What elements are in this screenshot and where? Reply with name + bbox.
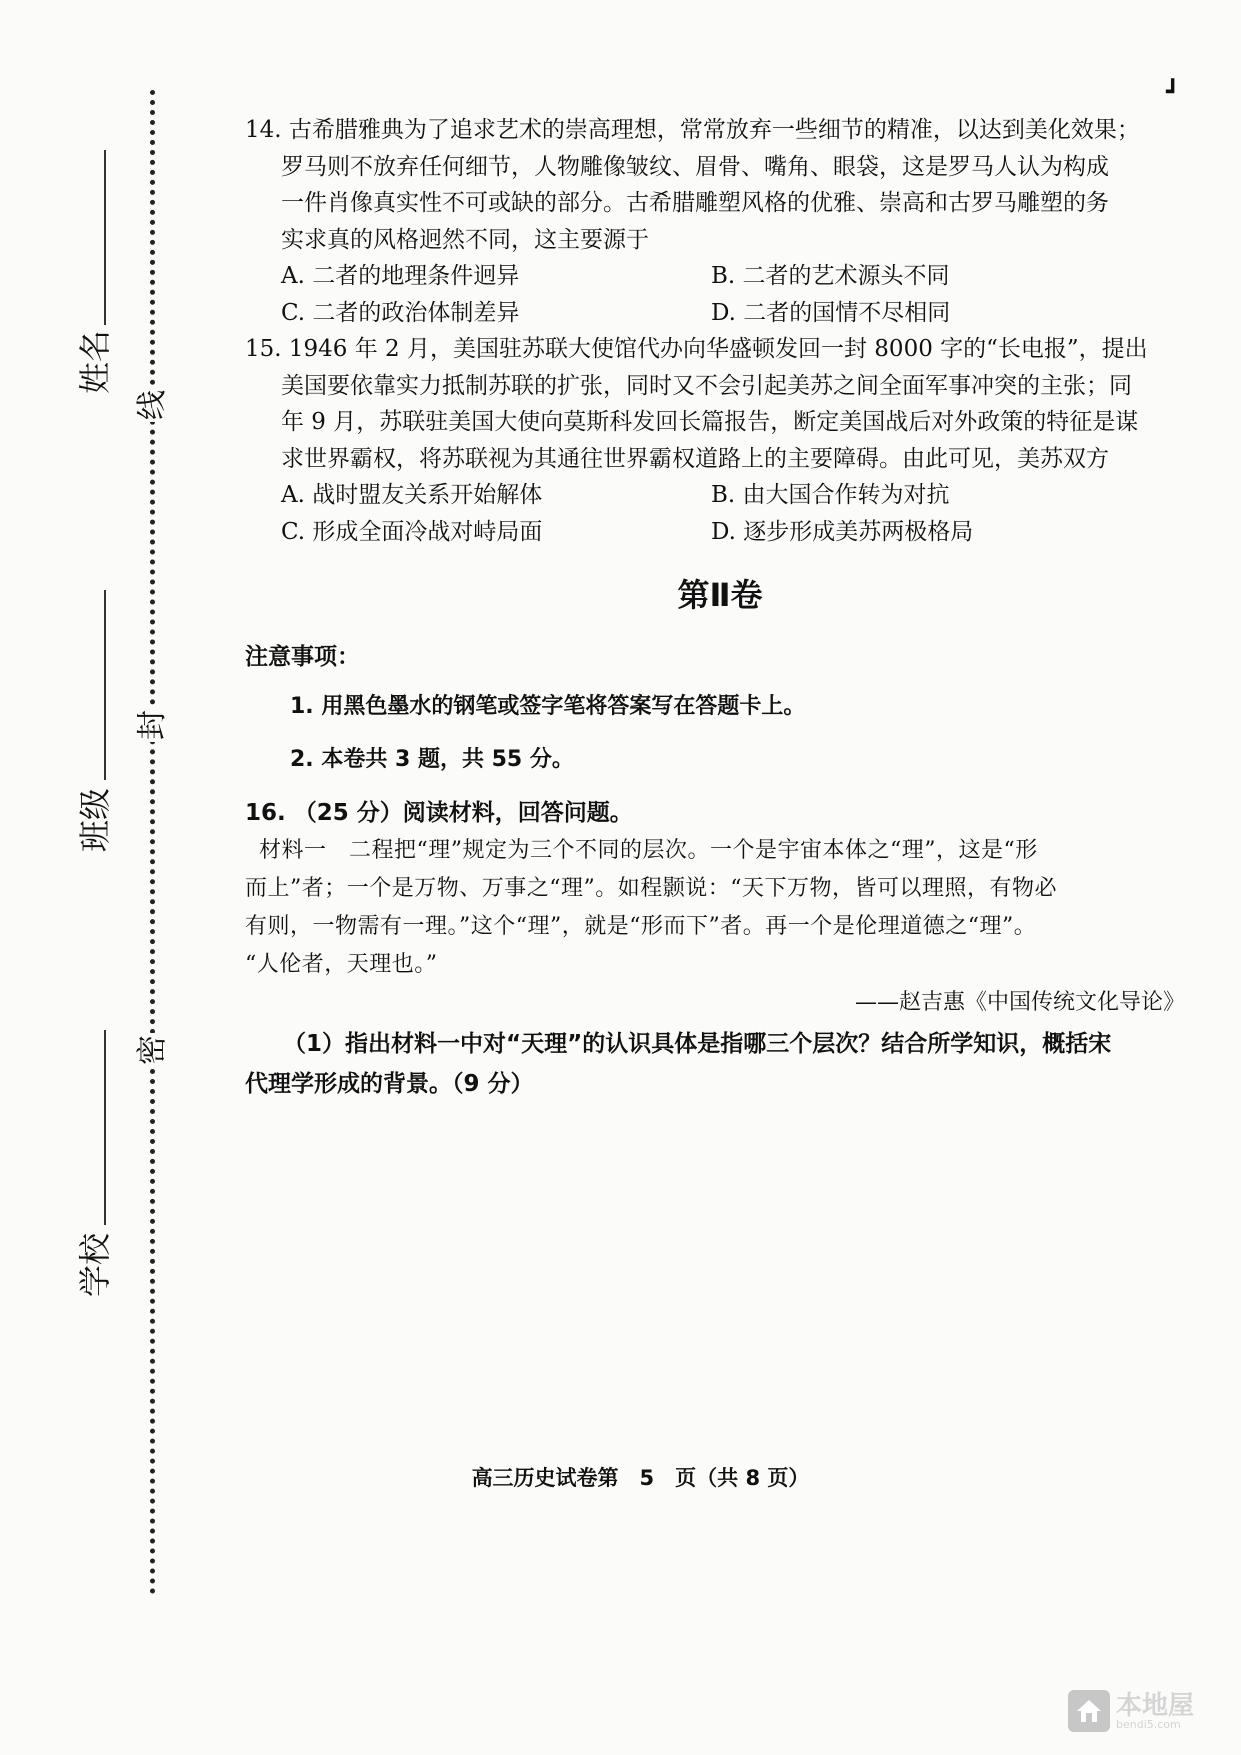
- q15-option-a: A. 战时盟友关系开始解体: [281, 482, 543, 508]
- question-14: [245, 112, 1195, 331]
- subquestion-line: 代理学形成的背景。（9 分）: [245, 1071, 534, 1097]
- note-item: 1. 用黑色墨水的钢笔或签字笔将答案写在答题卡上。: [290, 694, 806, 719]
- q14-option-b: B. 二者的艺术源头不同: [711, 263, 950, 289]
- watermark-url: bendi5.com: [1116, 1717, 1181, 1731]
- q14-option-a: A. 二者的地理条件迥异: [281, 263, 520, 289]
- q15-option-b: B. 由大国合作转为对抗: [711, 482, 950, 508]
- q14-line: 罗马则不放弃任何细节，人物雕像皱纹、眉骨、嘴角、眼袋，这是罗马人认为构成: [281, 153, 1109, 180]
- page-footer: 高三历史试卷第 5 页（共 8 页）: [471, 1466, 810, 1490]
- school-field-label: 学校: [76, 1233, 114, 1298]
- school-field-line[interactable]: [104, 1030, 106, 1225]
- watermark: [1068, 1690, 1194, 1732]
- q14-option-c: C. 二者的政治体制差异: [281, 299, 520, 326]
- cut-word-line: 线: [133, 388, 173, 422]
- q14-line: 实求真的风格迥然不同，这主要源于: [281, 226, 649, 253]
- class-field-line[interactable]: [104, 590, 106, 780]
- subquestion-line: （1）指出材料一中对“天理”的认识具体是指哪三个层次？结合所学知识，概括宋: [283, 1030, 1112, 1057]
- q15-line: 求世界霸权，将苏联视为其通往世界霸权道路上的主要障碍。由此可见，美苏双方: [281, 445, 1109, 472]
- question-15: [245, 331, 1195, 550]
- q15-line: 美国要依靠实力抵制苏联的扩张，同时又不会引起美苏之间全面军事冲突的主张；同: [281, 372, 1132, 399]
- watermark-text: 本地屋: [1116, 1690, 1195, 1721]
- cut-dotted-line: [150, 90, 155, 1595]
- name-field-label: 姓名: [76, 330, 114, 395]
- cut-word-seal: 封: [133, 708, 173, 742]
- class-field-label: 班级: [76, 788, 114, 853]
- q14-line: 一件肖像真实性不可或缺的部分。古希腊雕塑风格的优雅、崇高和古罗马雕塑的务: [281, 190, 1109, 216]
- material-line: 材料一 二程把“理”规定为三个不同的层次。一个是宇宙本体之“理”，这是“形: [259, 837, 1038, 863]
- q16-head: 16. （25 分）阅读材料，回答问题。: [245, 800, 633, 826]
- material-source: ——赵吉惠《中国传统文化导论》: [854, 989, 1185, 1015]
- exam-content: [245, 112, 1195, 1103]
- material-line: “人伦者，天理也。”: [245, 951, 438, 977]
- q15-line: 年 9 月，苏联驻美国大使向莫斯科发回长篇报告，断定美国战后对外政策的特征是谋: [281, 409, 1139, 435]
- material-line: 而上”者；一个是万物、万事之“理”。如程颢说：“天下万物，皆可以理照，有物必: [245, 875, 1057, 901]
- question-16: [245, 795, 1195, 1103]
- cut-word-secret: 密: [133, 1033, 173, 1067]
- note-item: 2. 本卷共 3 题，共 55 分。: [290, 747, 574, 772]
- q15-option-c: C. 形成全面冷战对峙局面: [281, 518, 543, 545]
- section-title: 第Ⅱ卷: [677, 576, 763, 614]
- notes-title: 注意事项：: [245, 644, 360, 670]
- q14-option-d: D. 二者的国情不尽相同: [711, 299, 951, 326]
- q15-option-d: D. 逐步形成美苏两极格局: [711, 518, 974, 545]
- corner-mark: ┛: [1166, 80, 1180, 105]
- q15-line: 15. 1946 年 2 月，美国驻苏联大使馆代办向华盛顿发回一封 8000 字的“长电报”，提出: [245, 336, 1148, 362]
- name-field-line[interactable]: [104, 150, 106, 325]
- material-line: 有则，一物需有一理。”这个“理”，就是“形而下”者。再一个是伦理道德之“理”。: [245, 913, 1037, 939]
- q14-line: 14. 古希腊雅典为了追求艺术的崇高理想，常常放弃一些细节的精准，以达到美化效果；: [245, 117, 1140, 143]
- house-icon: [1068, 1690, 1110, 1732]
